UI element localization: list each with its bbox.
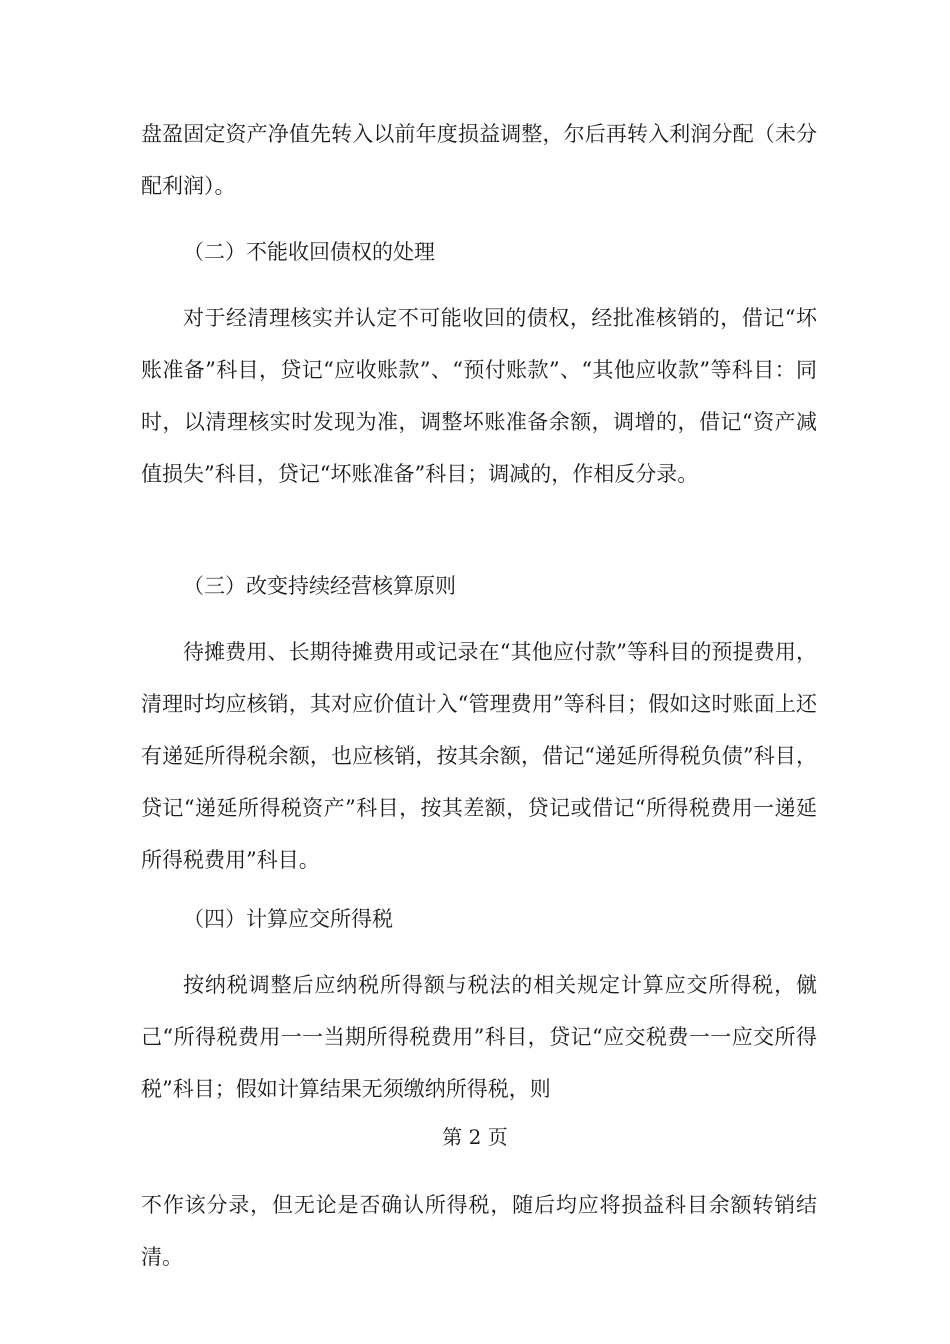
paragraph-continuation: 不作该分录，但无论是否确认所得税，随后均应将损益科目余额转销结清。 <box>141 1193 817 1269</box>
paragraph-uncollectible-debts: 对于经清理核实并认定不可能收回的债权，经批准核销的，借记“坏账准备”科目，贷记“应收账款”、“预付账款”、“其他应收款”等科目：同时，以清理核实时发现为准，调整坏账准备余额，调增的，借记“资产减值损失”科目，贷记“坏账准备”科目；调减的，作相反分录。 <box>141 306 817 486</box>
section-heading-4: （四）计算应交所得税 <box>183 907 393 931</box>
paragraph-income-tax: 按纳税调整后应纳税所得额与税法的相关规定计算应交所得税，僦己“所得税费用一一当期所得税费用”科目，贷记“应交税费一一应交所得税”科目；假如计算结果无须缴纳所得税，则 <box>141 973 817 1101</box>
paragraph-going-concern-change: 待摊费用、长期待摊费用或记录在“其他应付款”等科目的预提费用，清理时均应核销，其对应价值计入“管理费用”等科目；假如这时账面上还有递延所得税余额，也应核销，按其余额，借记“递延所得税负债”科目，贷记“递延所得税资产”科目，按其差额，贷记或借记“所得税费用一递延所得税费用”科目。 <box>141 640 817 872</box>
paragraph-fixed-asset-surplus: 盘盈固定资产净值先转入以前年度损益调整，尔后再转入利润分配（未分配利润）。 <box>141 122 817 198</box>
page-number: 第 2 页 <box>442 1125 508 1149</box>
section-heading-3: （三）改变持续经营核算原则 <box>183 574 456 598</box>
section-heading-2: （二）不能收回债权的处理 <box>183 240 435 264</box>
